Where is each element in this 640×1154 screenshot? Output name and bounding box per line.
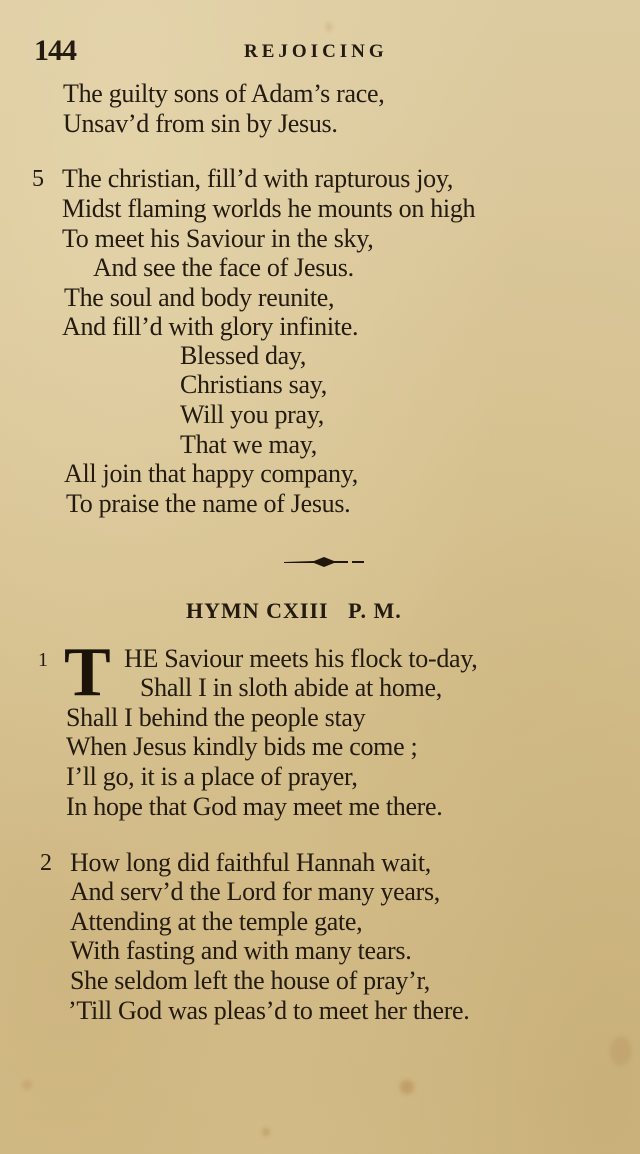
verse-line: How long did faithful Hannah wait, [70,848,431,877]
verse-line: Attending at the temple gate, [70,907,363,936]
page-number: 144 [34,34,76,67]
verse-line: Unsav’d from sin by Jesus. [63,109,338,138]
verse-line: All join that happy company, [64,459,358,488]
paper-stain [400,1080,414,1094]
ornamental-rule-icon [284,556,364,568]
verse-line: And serv’d the Lord for many years, [70,877,440,906]
verse-line: HE Saviour meets his flock to-day, [124,644,478,673]
paper-stain [22,1080,32,1090]
paper-stain [262,1128,270,1136]
stanza-number: 5 [32,166,44,192]
paper-stain [326,22,332,32]
running-head: REJOICING [244,41,388,62]
verse-line: Shall I behind the people stay [66,703,366,732]
drop-cap: T [64,634,111,711]
stanza-number: 2 [40,850,52,876]
verse-line: I’ll go, it is a place of prayer, [66,762,358,791]
verse-line: Shall I in sloth abide at home, [140,673,442,702]
verse-line: The soul and body reunite, [64,283,335,312]
page-header [34,34,554,68]
hymn-title: HYMN CXIII P. M. [186,598,402,623]
verse-line: The guilty sons of Adam’s race, [63,79,385,108]
verse-line: ’Till God was pleas’d to meet her there. [68,996,470,1025]
verse-line: She seldom left the house of pray’r, [70,966,431,995]
verse-line: And fill’d with glory infinite. [62,312,359,341]
verse-line: Will you pray, [180,400,324,429]
verse-line: When Jesus kindly bids me come ; [66,732,418,761]
verse-line: Midst flaming worlds he mounts on high [62,194,476,223]
verse-line: With fasting and with many tears. [70,936,412,965]
verse-line: The christian, fill’d with rapturous joy, [62,164,454,193]
verse-line: And see the face of Jesus. [93,253,354,282]
verse-line: To praise the name of Jesus. [66,489,351,518]
paper-stain [610,1036,632,1066]
verse-line: Blessed day, [180,341,307,370]
verse-line: In hope that God may meet me there. [66,792,443,821]
stanza-number: 1 [38,649,48,671]
verse-line: To meet his Saviour in the sky, [62,224,374,253]
verse-line: That we may, [180,430,317,459]
verse-line: Christians say, [180,370,327,399]
